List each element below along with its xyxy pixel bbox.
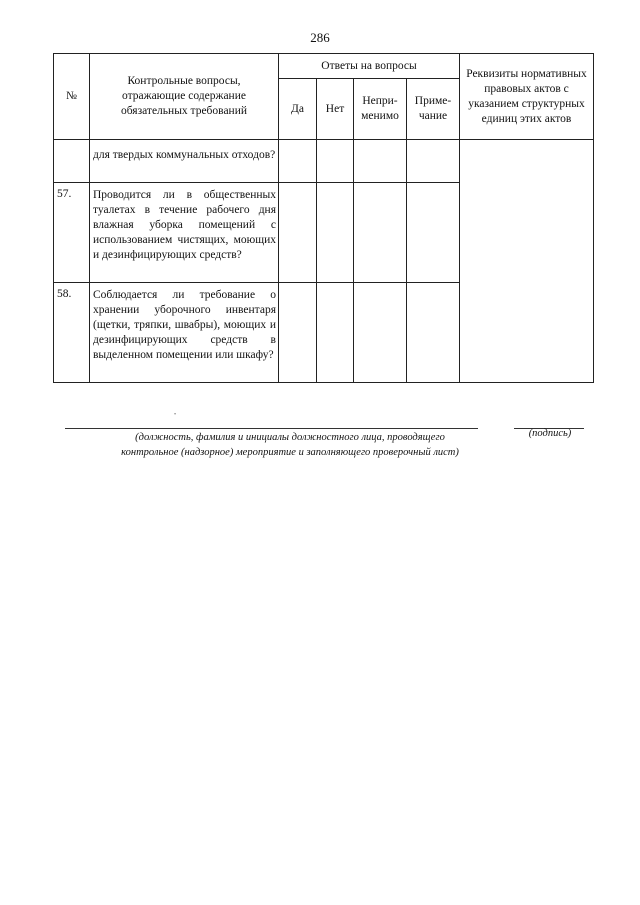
answer-note-cell[interactable] xyxy=(407,183,460,283)
scan-speck: • xyxy=(174,412,177,418)
question-text: Соблюдается ли требование о хранении уборочного инвентаря (щетки, тряпки, швабры), моющих и дезинфицирующих средств в выделенном помещении или шкафу? xyxy=(90,283,279,383)
header-answer-not-applicable: Непри- менимо xyxy=(354,79,407,140)
header-answer-note: Приме- чание xyxy=(407,79,460,140)
header-answer-no: Нет xyxy=(317,79,354,140)
row-number xyxy=(54,140,90,183)
answer-note-cell[interactable] xyxy=(407,283,460,383)
header-requisites: Реквизиты нормативных правовых актов с указанием структурных единиц этих актов xyxy=(460,54,594,140)
table-row xyxy=(54,140,594,183)
official-caption: (должность, фамилия и инициалы должностного лица, проводящего контрольное (надзорное) мероприятие и заполняющего проверочный лист) xyxy=(121,432,459,458)
header-answer-yes: Да xyxy=(279,79,317,140)
signature-caption: (подпись) xyxy=(528,428,572,439)
answer-no-cell[interactable] xyxy=(317,283,354,383)
answer-no-cell[interactable] xyxy=(317,140,354,183)
answer-not-applicable-cell[interactable] xyxy=(354,283,407,383)
question-text: Проводится ли в общественных туалетах в течение рабочего дня влажная уборка помещений с использованием чистящих, моющих и дезинфицирующих средств? xyxy=(90,183,279,283)
row-number: 58. xyxy=(54,283,90,383)
answer-yes-cell[interactable] xyxy=(279,140,317,183)
answer-no-cell[interactable] xyxy=(317,183,354,283)
answer-not-applicable-cell[interactable] xyxy=(354,183,407,283)
requisites-cell[interactable] xyxy=(460,140,594,383)
row-number: 57. xyxy=(54,183,90,283)
answer-note-cell[interactable] xyxy=(407,140,460,183)
answer-yes-cell[interactable] xyxy=(279,283,317,383)
page-number: 286 xyxy=(310,30,330,45)
header-number: № xyxy=(54,54,90,140)
answer-not-applicable-cell[interactable] xyxy=(354,140,407,183)
answer-yes-cell[interactable] xyxy=(279,183,317,283)
header-answers-group: Ответы на вопросы xyxy=(279,54,460,79)
official-signature-line xyxy=(65,428,478,429)
question-text: для твердых коммунальных отходов? xyxy=(90,140,279,183)
header-question: Контрольные вопросы, отражающие содержание обязательных требований xyxy=(90,54,279,140)
checklist-table xyxy=(53,53,594,383)
